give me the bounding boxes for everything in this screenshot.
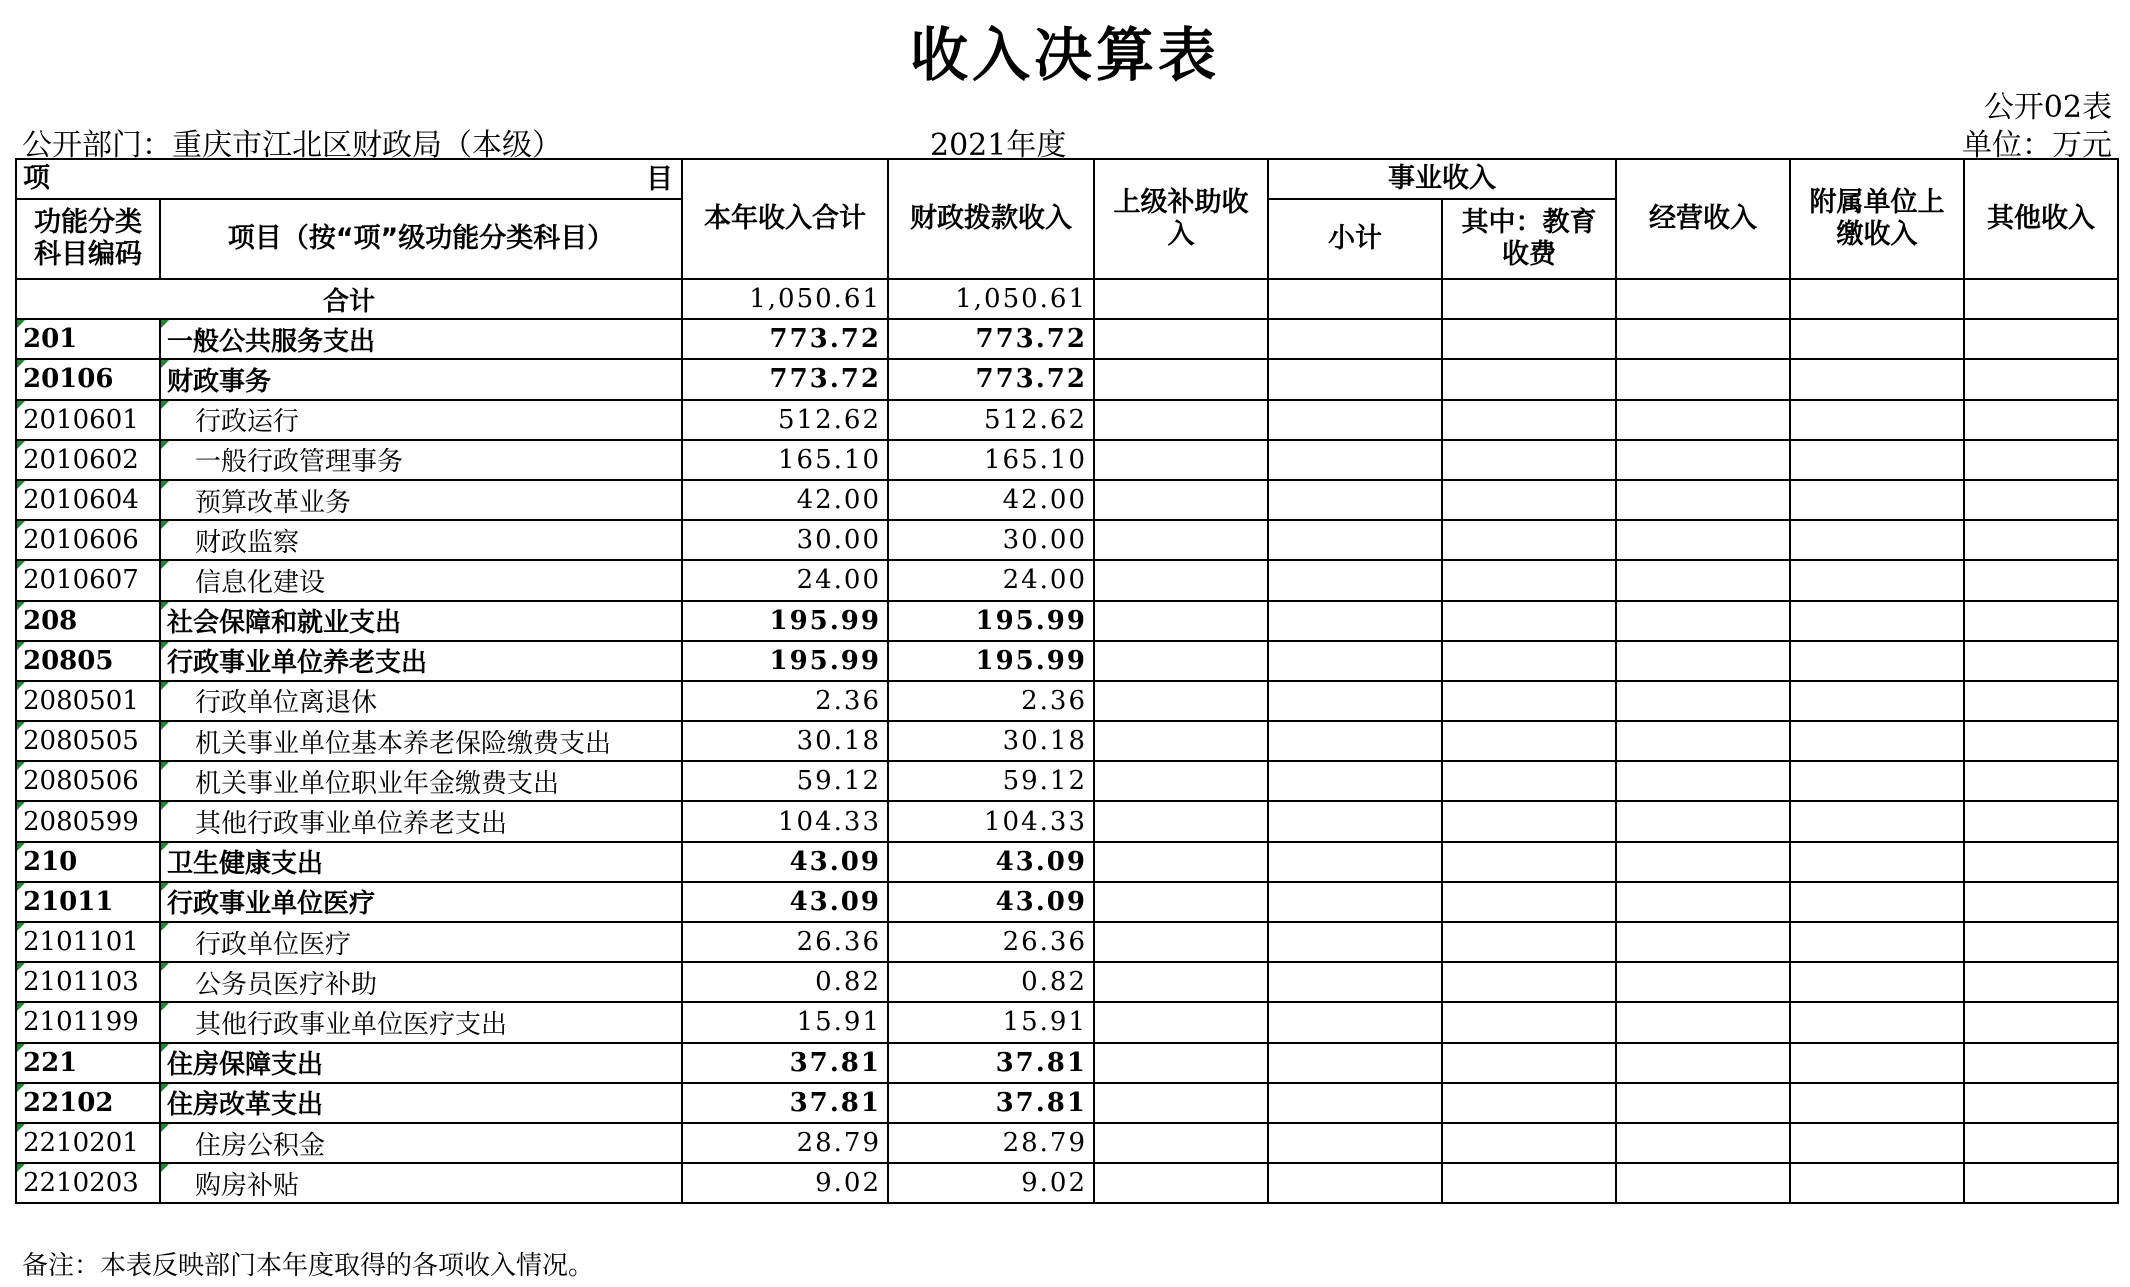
row-code: 20805 [16, 641, 160, 681]
empty-cell [1790, 801, 1964, 841]
empty-cell [1964, 1043, 2118, 1083]
empty-cell [1442, 681, 1616, 721]
table-row [16, 1002, 2118, 1042]
empty-cell [1268, 1123, 1442, 1163]
empty-cell [1268, 480, 1442, 520]
row-code: 2101199 [16, 1002, 160, 1042]
empty-cell [1268, 922, 1442, 962]
row-fiscal-allocation: 195.99 [888, 641, 1094, 681]
row-code: 2210203 [16, 1163, 160, 1203]
row-fiscal-allocation: 104.33 [888, 801, 1094, 841]
row-fiscal-allocation: 37.81 [888, 1043, 1094, 1083]
row-code: 2080505 [16, 721, 160, 761]
row-name: 行政单位医疗 [160, 922, 682, 962]
empty-cell [1616, 761, 1790, 801]
table-row [16, 480, 2118, 520]
empty-cell [1616, 601, 1790, 641]
header-education-fees: 其中：教育收费 [1442, 199, 1616, 279]
row-code: 2101103 [16, 962, 160, 1002]
empty-cell [1094, 440, 1268, 480]
empty-cell [1442, 359, 1616, 399]
empty-cell [1268, 1163, 1442, 1203]
row-code: 2010604 [16, 480, 160, 520]
empty-cell [1790, 359, 1964, 399]
row-total-income: 59.12 [682, 761, 888, 801]
empty-cell [1442, 400, 1616, 440]
row-total-income: 30.00 [682, 520, 888, 560]
empty-cell [1964, 359, 2118, 399]
empty-cell [1268, 520, 1442, 560]
row-total-income: 37.81 [682, 1083, 888, 1123]
empty-cell [1964, 520, 2118, 560]
empty-cell [1964, 801, 2118, 841]
row-total-income: 42.00 [682, 480, 888, 520]
row-fiscal-allocation: 773.72 [888, 319, 1094, 359]
empty-cell [1442, 882, 1616, 922]
empty-cell [1268, 801, 1442, 841]
empty-cell [1442, 761, 1616, 801]
empty-cell [1094, 359, 1268, 399]
row-code: 2010601 [16, 400, 160, 440]
row-fiscal-allocation: 30.18 [888, 721, 1094, 761]
empty-cell [1442, 480, 1616, 520]
row-code: 221 [16, 1043, 160, 1083]
header-total-income: 本年收入合计 [682, 159, 888, 279]
footnote: 备注：本表反映部门本年度取得的各项收入情况。 [22, 1251, 595, 1281]
empty-cell [1616, 721, 1790, 761]
empty-cell [1964, 761, 2118, 801]
empty-cell [1268, 560, 1442, 600]
row-fiscal-allocation: 43.09 [888, 842, 1094, 882]
item-header [16, 159, 682, 199]
empty-cell [1442, 440, 1616, 480]
year-label: 2021年度 [930, 128, 1067, 163]
row-total-income: 0.82 [682, 962, 888, 1002]
row-total-income: 43.09 [682, 842, 888, 882]
row-fiscal-allocation: 2.36 [888, 681, 1094, 721]
empty-cell [1790, 1163, 1964, 1203]
empty-cell [1616, 520, 1790, 560]
empty-cell [1790, 520, 1964, 560]
total-label: 合计 [16, 279, 682, 319]
header-business-income: 事业收入 [1268, 159, 1616, 199]
row-fiscal-allocation: 512.62 [888, 400, 1094, 440]
item-header-left: 项 [23, 162, 50, 194]
row-name: 行政事业单位养老支出 [160, 641, 682, 681]
empty-cell [1094, 1163, 1268, 1203]
row-code: 20106 [16, 359, 160, 399]
empty-cell [1616, 359, 1790, 399]
row-code: 21011 [16, 882, 160, 922]
empty-cell [1442, 922, 1616, 962]
table-row [16, 520, 2118, 560]
page-title: 收入决算表 [909, 21, 1220, 89]
empty-cell [1790, 842, 1964, 882]
empty-cell [1268, 721, 1442, 761]
empty-cell [1094, 1002, 1268, 1042]
empty-cell [1094, 842, 1268, 882]
empty-cell [1442, 1123, 1616, 1163]
empty-cell [1442, 842, 1616, 882]
empty-cell [1442, 721, 1616, 761]
empty-cell [1790, 1123, 1964, 1163]
row-fiscal-allocation: 43.09 [888, 882, 1094, 922]
row-total-income: 773.72 [682, 319, 888, 359]
empty-cell [1094, 882, 1268, 922]
empty-cell [1268, 1083, 1442, 1123]
empty-cell [1268, 440, 1442, 480]
table-row [16, 319, 2118, 359]
row-fiscal-allocation: 28.79 [888, 1123, 1094, 1163]
empty-cell [1268, 761, 1442, 801]
empty-cell [1964, 560, 2118, 600]
empty-cell [1442, 801, 1616, 841]
empty-cell [1616, 962, 1790, 1002]
empty-cell [1442, 560, 1616, 600]
row-name: 其他行政事业单位医疗支出 [160, 1002, 682, 1042]
total-row [16, 279, 2118, 319]
empty-cell [1442, 1083, 1616, 1123]
table-row [16, 359, 2118, 399]
empty-cell [1616, 1043, 1790, 1083]
empty-cell [1964, 1163, 2118, 1203]
total-fiscal-value: 1,050.61 [888, 279, 1094, 319]
row-fiscal-allocation: 24.00 [888, 560, 1094, 600]
header-other-income: 其他收入 [1964, 159, 2118, 279]
empty-cell [1442, 520, 1616, 560]
header-operating-income: 经营收入 [1616, 159, 1790, 279]
empty-cell [1964, 1002, 2118, 1042]
header-superior-subsidy: 上级补助收入 [1094, 159, 1268, 279]
row-name: 财政监察 [160, 520, 682, 560]
empty-cell [1094, 520, 1268, 560]
table-row [16, 1043, 2118, 1083]
empty-cell [1964, 319, 2118, 359]
empty-cell [1268, 641, 1442, 681]
empty-cell [1268, 882, 1442, 922]
table-row [16, 560, 2118, 600]
empty-cell [1616, 400, 1790, 440]
row-name: 住房保障支出 [160, 1043, 682, 1083]
row-name: 其他行政事业单位养老支出 [160, 801, 682, 841]
row-fiscal-allocation: 0.82 [888, 962, 1094, 1002]
empty-cell [1790, 681, 1964, 721]
income-table [15, 158, 2119, 1204]
empty-cell [1790, 721, 1964, 761]
header-fiscal-allocation: 财政拨款收入 [888, 159, 1094, 279]
empty-cell [1964, 440, 2118, 480]
table-row [16, 721, 2118, 761]
empty-cell [1790, 1002, 1964, 1042]
empty-cell [1442, 641, 1616, 681]
row-name: 财政事务 [160, 359, 682, 399]
row-name: 行政运行 [160, 400, 682, 440]
row-code: 2010607 [16, 560, 160, 600]
row-name: 住房公积金 [160, 1123, 682, 1163]
empty-cell [1964, 882, 2118, 922]
empty-cell [1268, 359, 1442, 399]
empty-cell [1964, 922, 2118, 962]
empty-cell [1094, 761, 1268, 801]
row-fiscal-allocation: 15.91 [888, 1002, 1094, 1042]
unit-label: 单位：万元 [1962, 128, 2112, 163]
table-row [16, 962, 2118, 1002]
row-name: 购房补贴 [160, 1163, 682, 1203]
empty-cell [1964, 1083, 2118, 1123]
empty-cell [1094, 560, 1268, 600]
empty-cell [1094, 721, 1268, 761]
row-fiscal-allocation: 9.02 [888, 1163, 1094, 1203]
table-row [16, 842, 2118, 882]
empty-cell [1616, 1002, 1790, 1042]
row-total-income: 2.36 [682, 681, 888, 721]
empty-cell [1094, 681, 1268, 721]
empty-cell [1790, 1083, 1964, 1123]
row-code: 22102 [16, 1083, 160, 1123]
empty-cell [1616, 922, 1790, 962]
empty-cell [1790, 1043, 1964, 1083]
empty-cell [1268, 400, 1442, 440]
row-code: 2010602 [16, 440, 160, 480]
row-total-income: 28.79 [682, 1123, 888, 1163]
table-row [16, 801, 2118, 841]
empty-cell [1094, 319, 1268, 359]
empty-cell [1094, 1083, 1268, 1123]
row-total-income: 26.36 [682, 922, 888, 962]
row-total-income: 15.91 [682, 1002, 888, 1042]
row-fiscal-allocation: 165.10 [888, 440, 1094, 480]
empty-cell [1094, 480, 1268, 520]
empty-cell [1268, 1002, 1442, 1042]
empty-cell [1268, 681, 1442, 721]
empty-cell [1442, 1002, 1616, 1042]
empty-cell [1094, 1043, 1268, 1083]
empty-cell [1616, 1163, 1790, 1203]
empty-cell [1442, 319, 1616, 359]
row-code: 201 [16, 319, 160, 359]
empty-cell [1268, 842, 1442, 882]
row-name: 一般行政管理事务 [160, 440, 682, 480]
empty-cell [1616, 440, 1790, 480]
empty-cell [1616, 641, 1790, 681]
row-fiscal-allocation: 59.12 [888, 761, 1094, 801]
row-total-income: 24.00 [682, 560, 888, 600]
empty-cell [1616, 801, 1790, 841]
row-code: 2010606 [16, 520, 160, 560]
table-row [16, 601, 2118, 641]
empty-cell [1268, 601, 1442, 641]
table-row [16, 440, 2118, 480]
row-code: 2210201 [16, 1123, 160, 1163]
empty-cell [1964, 681, 2118, 721]
row-code: 2080506 [16, 761, 160, 801]
row-code: 2080599 [16, 801, 160, 841]
header-affiliated-income: 附属单位上缴收入 [1790, 159, 1964, 279]
row-name: 住房改革支出 [160, 1083, 682, 1123]
header-subtotal: 小计 [1268, 199, 1442, 279]
row-name: 信息化建设 [160, 560, 682, 600]
form-number: 公开02表 [1983, 90, 2112, 125]
empty-cell [1094, 801, 1268, 841]
empty-cell [1616, 681, 1790, 721]
row-name: 卫生健康支出 [160, 842, 682, 882]
empty-cell [1964, 1123, 2118, 1163]
empty-cell [1790, 641, 1964, 681]
empty-cell [1268, 962, 1442, 1002]
row-name: 行政事业单位医疗 [160, 882, 682, 922]
row-total-income: 195.99 [682, 641, 888, 681]
table-body [16, 279, 2118, 1203]
empty-cell [1616, 480, 1790, 520]
empty-cell [1790, 601, 1964, 641]
empty-cell [1790, 480, 1964, 520]
empty-cell [1442, 962, 1616, 1002]
row-code: 208 [16, 601, 160, 641]
row-total-income: 37.81 [682, 1043, 888, 1083]
empty-cell [1616, 1083, 1790, 1123]
row-total-income: 165.10 [682, 440, 888, 480]
table-row [16, 400, 2118, 440]
empty-cell [1616, 882, 1790, 922]
empty-cell [1790, 560, 1964, 600]
row-total-income: 43.09 [682, 882, 888, 922]
empty-cell [1094, 601, 1268, 641]
table-row [16, 761, 2118, 801]
header-name: 项目（按“项”级功能分类科目） [160, 199, 682, 279]
empty-cell [1790, 400, 1964, 440]
empty-cell [1964, 480, 2118, 520]
empty-cell [1964, 400, 2118, 440]
department-label: 公开部门：重庆市江北区财政局（本级） [22, 128, 562, 163]
row-name: 公务员医疗补助 [160, 962, 682, 1002]
row-code: 2080501 [16, 681, 160, 721]
empty-cell [1616, 1123, 1790, 1163]
row-fiscal-allocation: 42.00 [888, 480, 1094, 520]
row-total-income: 104.33 [682, 801, 888, 841]
empty-cell [1964, 962, 2118, 1002]
empty-cell [1094, 922, 1268, 962]
row-code: 210 [16, 842, 160, 882]
empty-cell [1094, 641, 1268, 681]
row-name: 行政单位离退休 [160, 681, 682, 721]
table-row [16, 681, 2118, 721]
row-total-income: 195.99 [682, 601, 888, 641]
empty-cell [1964, 601, 2118, 641]
empty-cell [1964, 842, 2118, 882]
empty-cell [1790, 319, 1964, 359]
empty-cell [1616, 319, 1790, 359]
empty-cell [1094, 962, 1268, 1002]
empty-cell [1268, 1043, 1442, 1083]
row-name: 一般公共服务支出 [160, 319, 682, 359]
row-total-income: 773.72 [682, 359, 888, 399]
row-fiscal-allocation: 26.36 [888, 922, 1094, 962]
row-total-income: 9.02 [682, 1163, 888, 1203]
row-name: 预算改革业务 [160, 480, 682, 520]
empty-cell [1442, 1043, 1616, 1083]
row-fiscal-allocation: 30.00 [888, 520, 1094, 560]
empty-cell [1616, 560, 1790, 600]
row-total-income: 512.62 [682, 400, 888, 440]
empty-cell [1790, 962, 1964, 1002]
empty-cell [1790, 440, 1964, 480]
item-header-right: 目 [646, 164, 673, 195]
table-row [16, 922, 2118, 962]
empty-cell [1442, 1163, 1616, 1203]
row-name: 机关事业单位职业年金缴费支出 [160, 761, 682, 801]
empty-cell [1094, 400, 1268, 440]
table-row [16, 1123, 2118, 1163]
row-name: 机关事业单位基本养老保险缴费支出 [160, 721, 682, 761]
row-name: 社会保障和就业支出 [160, 601, 682, 641]
table-row [16, 641, 2118, 681]
empty-cell [1616, 842, 1790, 882]
table-row [16, 1163, 2118, 1203]
empty-cell [1442, 601, 1616, 641]
empty-cell [1790, 922, 1964, 962]
row-total-income: 30.18 [682, 721, 888, 761]
empty-cell [1268, 319, 1442, 359]
total-income-value: 1,050.61 [682, 279, 888, 319]
table-row [16, 882, 2118, 922]
empty-cell [1094, 1123, 1268, 1163]
row-fiscal-allocation: 195.99 [888, 601, 1094, 641]
empty-cell [1964, 721, 2118, 761]
table-row [16, 1083, 2118, 1123]
empty-cell [1964, 641, 2118, 681]
empty-cell [1790, 882, 1964, 922]
empty-cell [1790, 761, 1964, 801]
header-code: 功能分类科目编码 [16, 199, 160, 279]
row-fiscal-allocation: 37.81 [888, 1083, 1094, 1123]
row-code: 2101101 [16, 922, 160, 962]
row-fiscal-allocation: 773.72 [888, 359, 1094, 399]
